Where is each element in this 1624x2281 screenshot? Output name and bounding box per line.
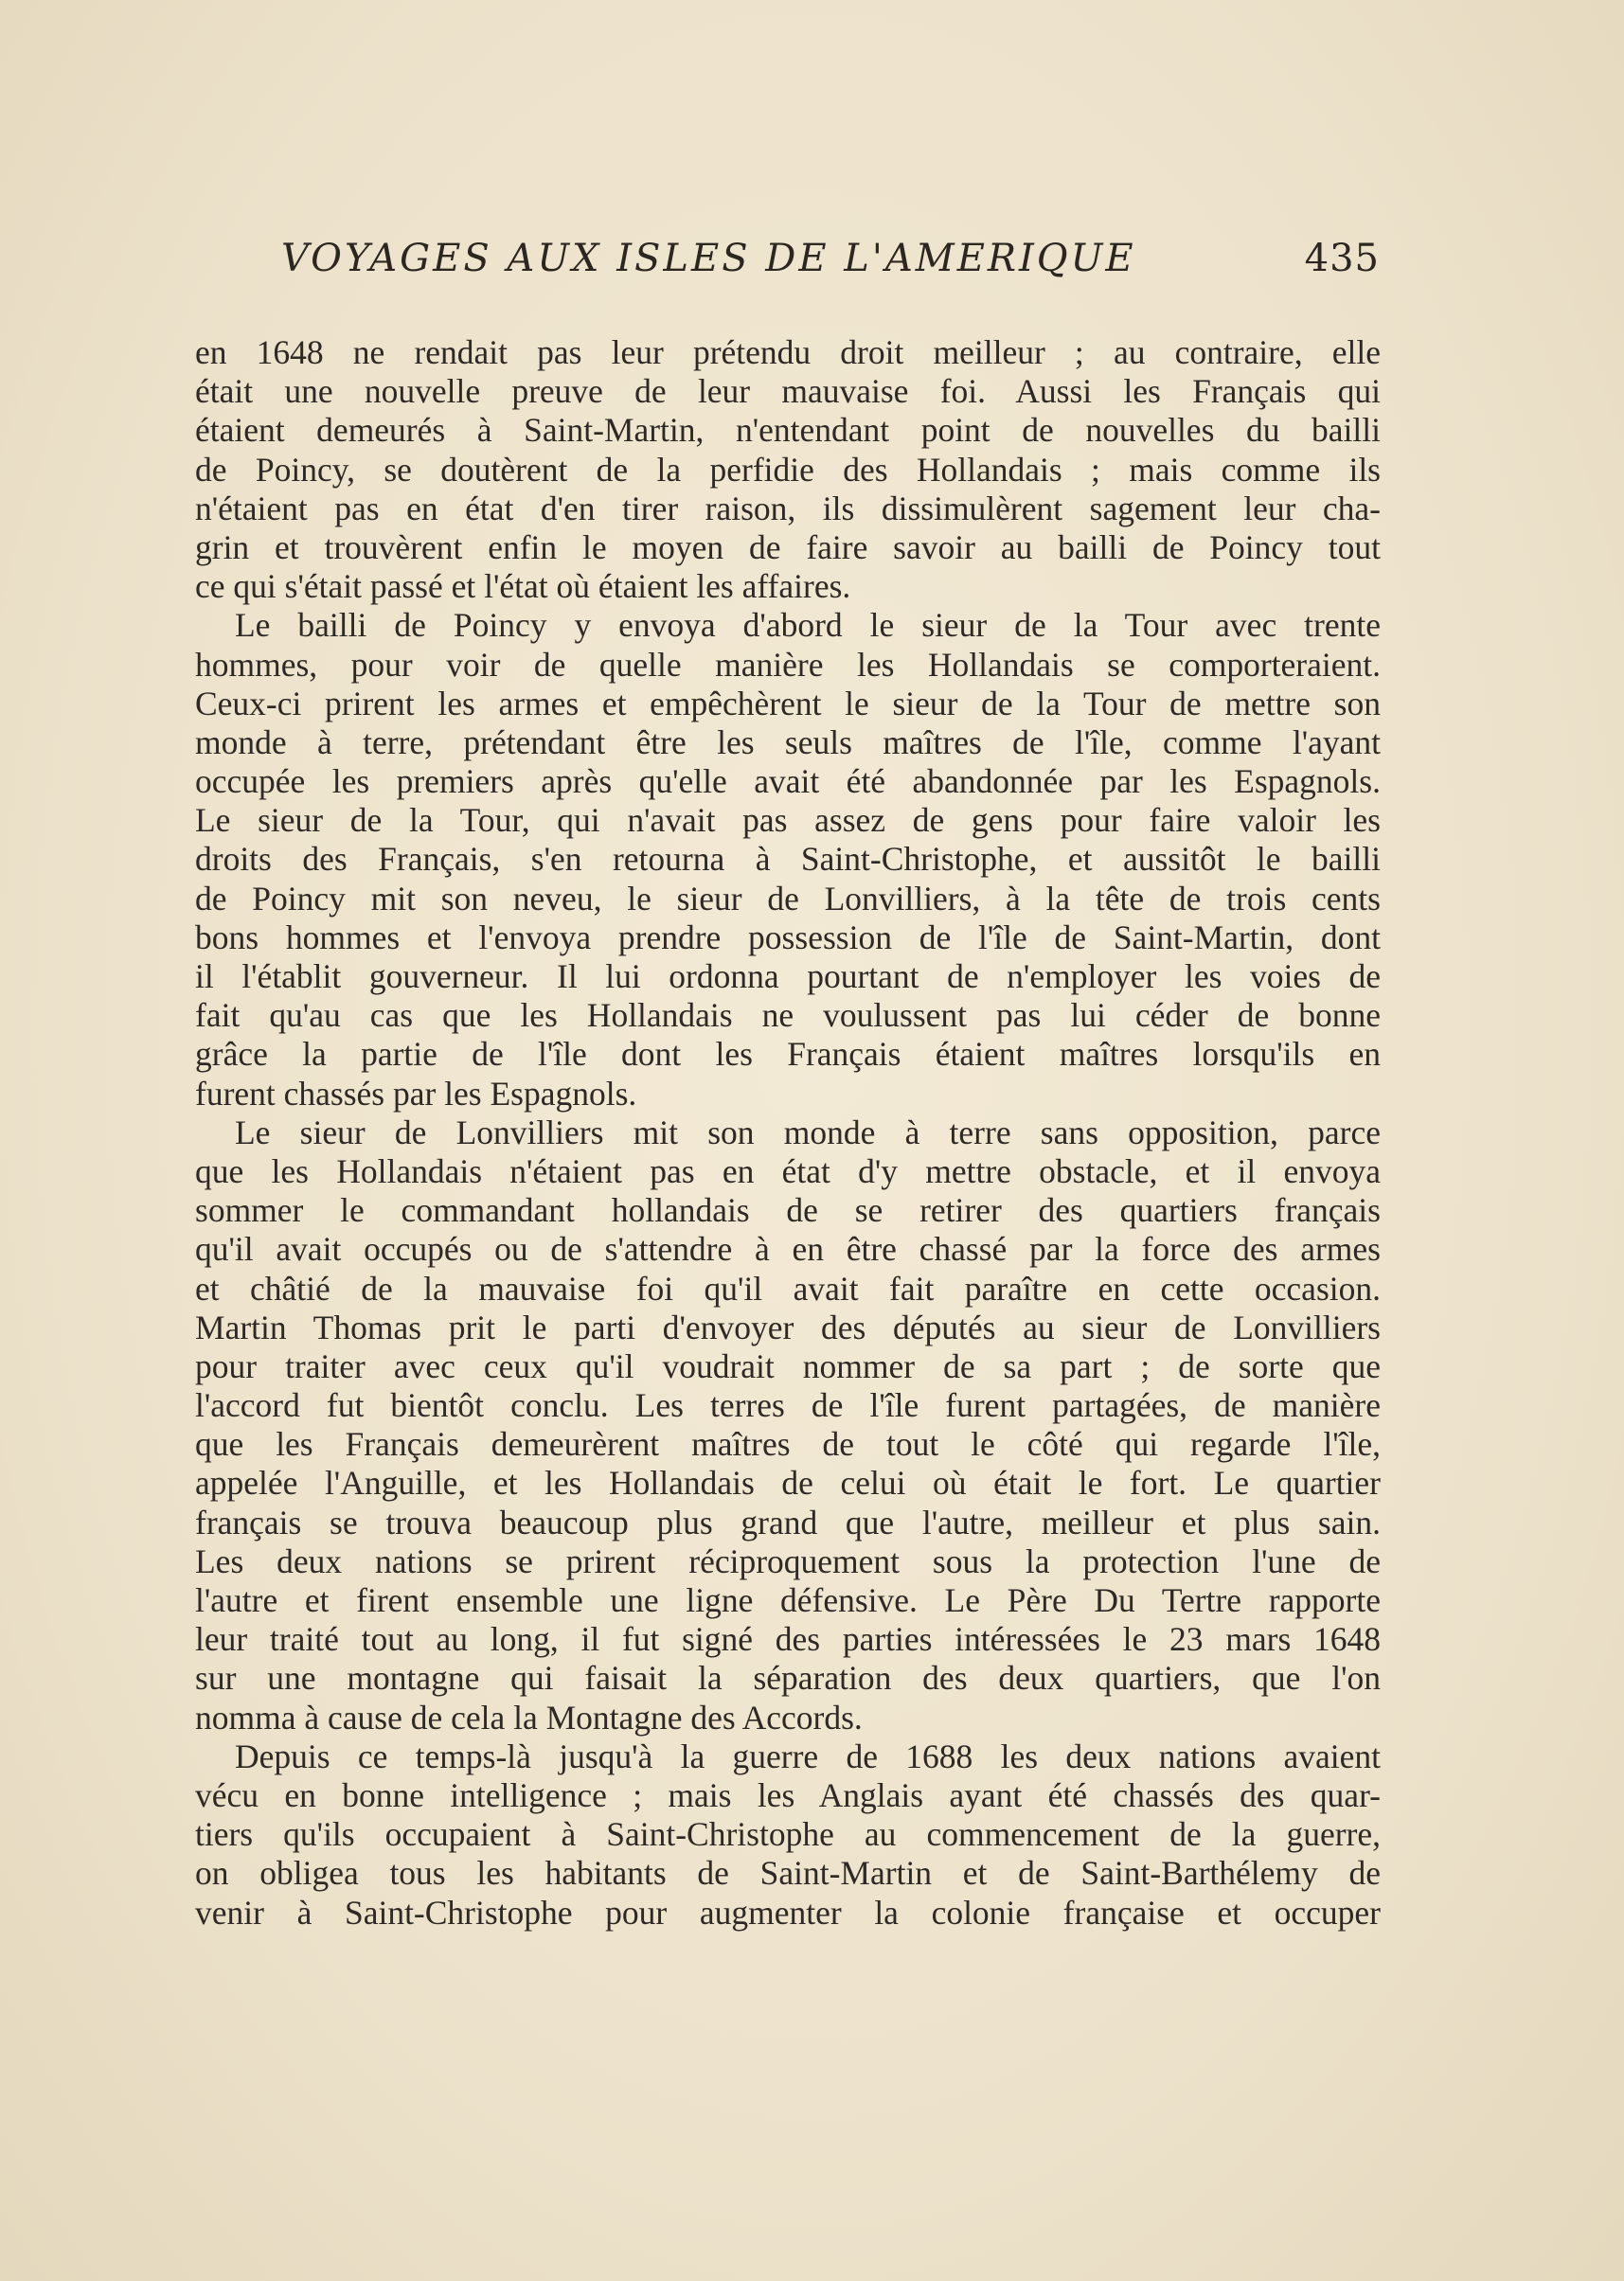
- paragraph: [195, 1737, 1381, 1933]
- text-line: appelée l'Anguille, et les Hollandais de celui où était le fort. Le quartier: [195, 1464, 1381, 1503]
- text-line: il l'établit gouverneur. Il lui ordonna pourtant de n'employer les voies de: [195, 957, 1381, 995]
- body-text: [195, 333, 1381, 1933]
- text-line: fait qu'au cas que les Hollandais ne voulussent pas lui céder de bonne: [195, 996, 1381, 1035]
- text-line: Le bailli de Poincy y envoya d'abord le sieur de la Tour avec trente: [235, 606, 1381, 645]
- running-title: VOYAGES AUX ISLES DE L'AMERIQUE: [281, 237, 1136, 280]
- text-line: Depuis ce temps-là jusqu'à la guerre de 1688 les deux nations avaient: [235, 1737, 1381, 1775]
- text-line: venir à Saint-Christophe pour augmenter la colonie française et occuper: [195, 1893, 1381, 1932]
- text-line: bons hommes et l'envoya prendre possession de l'île de Saint-Martin, dont: [195, 918, 1381, 956]
- text-line: et châtié de la mauvaise foi qu'il avait fait paraître en cette occasion.: [195, 1269, 1381, 1308]
- paragraph: [195, 333, 1381, 606]
- text-line: français se trouva beaucoup plus grand que l'autre, meilleur et plus sain.: [195, 1503, 1381, 1541]
- text-line: Les deux nations se prirent réciproquement sous la protection l'une de: [195, 1541, 1381, 1580]
- paragraph: [195, 606, 1381, 1113]
- paragraph: [195, 1114, 1381, 1737]
- text-line: occupée les premiers après qu'elle avait été abandonnée par les Espagnols.: [195, 762, 1381, 801]
- text-line: n'étaient pas en état d'en tirer raison, ils dissimulèrent sagement leur cha-: [195, 489, 1381, 527]
- text-line: l'autre et firent ensemble une ligne défensive. Le Père Du Tertre rapporte: [195, 1581, 1381, 1619]
- text-line: en 1648 ne rendait pas leur prétendu droit meilleur ; au contraire, elle: [195, 333, 1381, 371]
- page-number: 435: [1304, 237, 1380, 280]
- text-line: que les Hollandais n'étaient pas en état d'y mettre obstacle, et il envoya: [195, 1151, 1381, 1190]
- text-line: furent chassés par les Espagnols.: [195, 1074, 637, 1113]
- text-line: Le sieur de la Tour, qui n'avait pas assez de gens pour faire valoir les: [195, 801, 1381, 840]
- text-line: monde à terre, prétendant être les seuls maîtres de l'île, comme l'ayant: [195, 722, 1381, 761]
- text-line: tiers qu'ils occupaient à Saint-Christophe au commencement de la guerre,: [195, 1815, 1381, 1854]
- text-line: Le sieur de Lonvilliers mit son monde à terre sans opposition, parce: [235, 1113, 1381, 1151]
- text-line: leur traité tout au long, il fut signé des parties intéressées le 23 mars 1648: [195, 1620, 1381, 1659]
- text-line: vécu en bonne intelligence ; mais les Anglais ayant été chassés des quar-: [195, 1775, 1381, 1814]
- text-line: que les Français demeurèrent maîtres de tout le côté qui regarde l'île,: [195, 1425, 1381, 1464]
- text-line: hommes, pour voir de quelle manière les Hollandais se comporteraient.: [195, 645, 1381, 684]
- text-line: Ceux-ci prirent les armes et empêchèrent le sieur de la Tour de mettre son: [195, 684, 1381, 722]
- text-line: qu'il avait occupés ou de s'attendre à en être chassé par la force des armes: [195, 1230, 1381, 1269]
- text-line: pour traiter avec ceux qu'il voudrait nommer de sa part ; de sorte que: [195, 1346, 1381, 1385]
- text-line: Martin Thomas prit le parti d'envoyer des députés au sieur de Lonvilliers: [195, 1308, 1381, 1346]
- text-line: de Poincy, se doutèrent de la perfidie des Hollandais ; mais comme ils: [195, 450, 1381, 489]
- text-line: droits des Français, s'en retourna à Saint-Christophe, et aussitôt le bailli: [195, 840, 1381, 879]
- text-line: nomma à cause de cela la Montagne des Accords.: [195, 1698, 863, 1737]
- text-line: sommer le commandant hollandais de se retirer des quartiers français: [195, 1191, 1381, 1230]
- text-line: était une nouvelle preuve de leur mauvaise foi. Aussi les Français qui: [195, 372, 1381, 411]
- text-line: étaient demeurés à Saint-Martin, n'entendant point de nouvelles du bailli: [195, 411, 1381, 450]
- text-line: grin et trouvèrent enfin le moyen de faire savoir au bailli de Poincy tout: [195, 527, 1381, 566]
- text-line: on obligea tous les habitants de Saint-Martin et de Saint-Barthélemy de: [195, 1854, 1381, 1893]
- text-line: grâce la partie de l'île dont les Français étaient maîtres lorsqu'ils en: [195, 1035, 1381, 1074]
- text-line: de Poincy mit son neveu, le sieur de Lonvilliers, à la tête de trois cents: [195, 879, 1381, 918]
- text-line: sur une montagne qui faisait la séparation des deux quartiers, que l'on: [195, 1659, 1381, 1698]
- text-line: l'accord fut bientôt conclu. Les terres de l'île furent partagées, de manière: [195, 1386, 1381, 1425]
- running-head: [281, 237, 1380, 294]
- text-line: ce qui s'était passé et l'état où étaient les affaires.: [195, 567, 851, 606]
